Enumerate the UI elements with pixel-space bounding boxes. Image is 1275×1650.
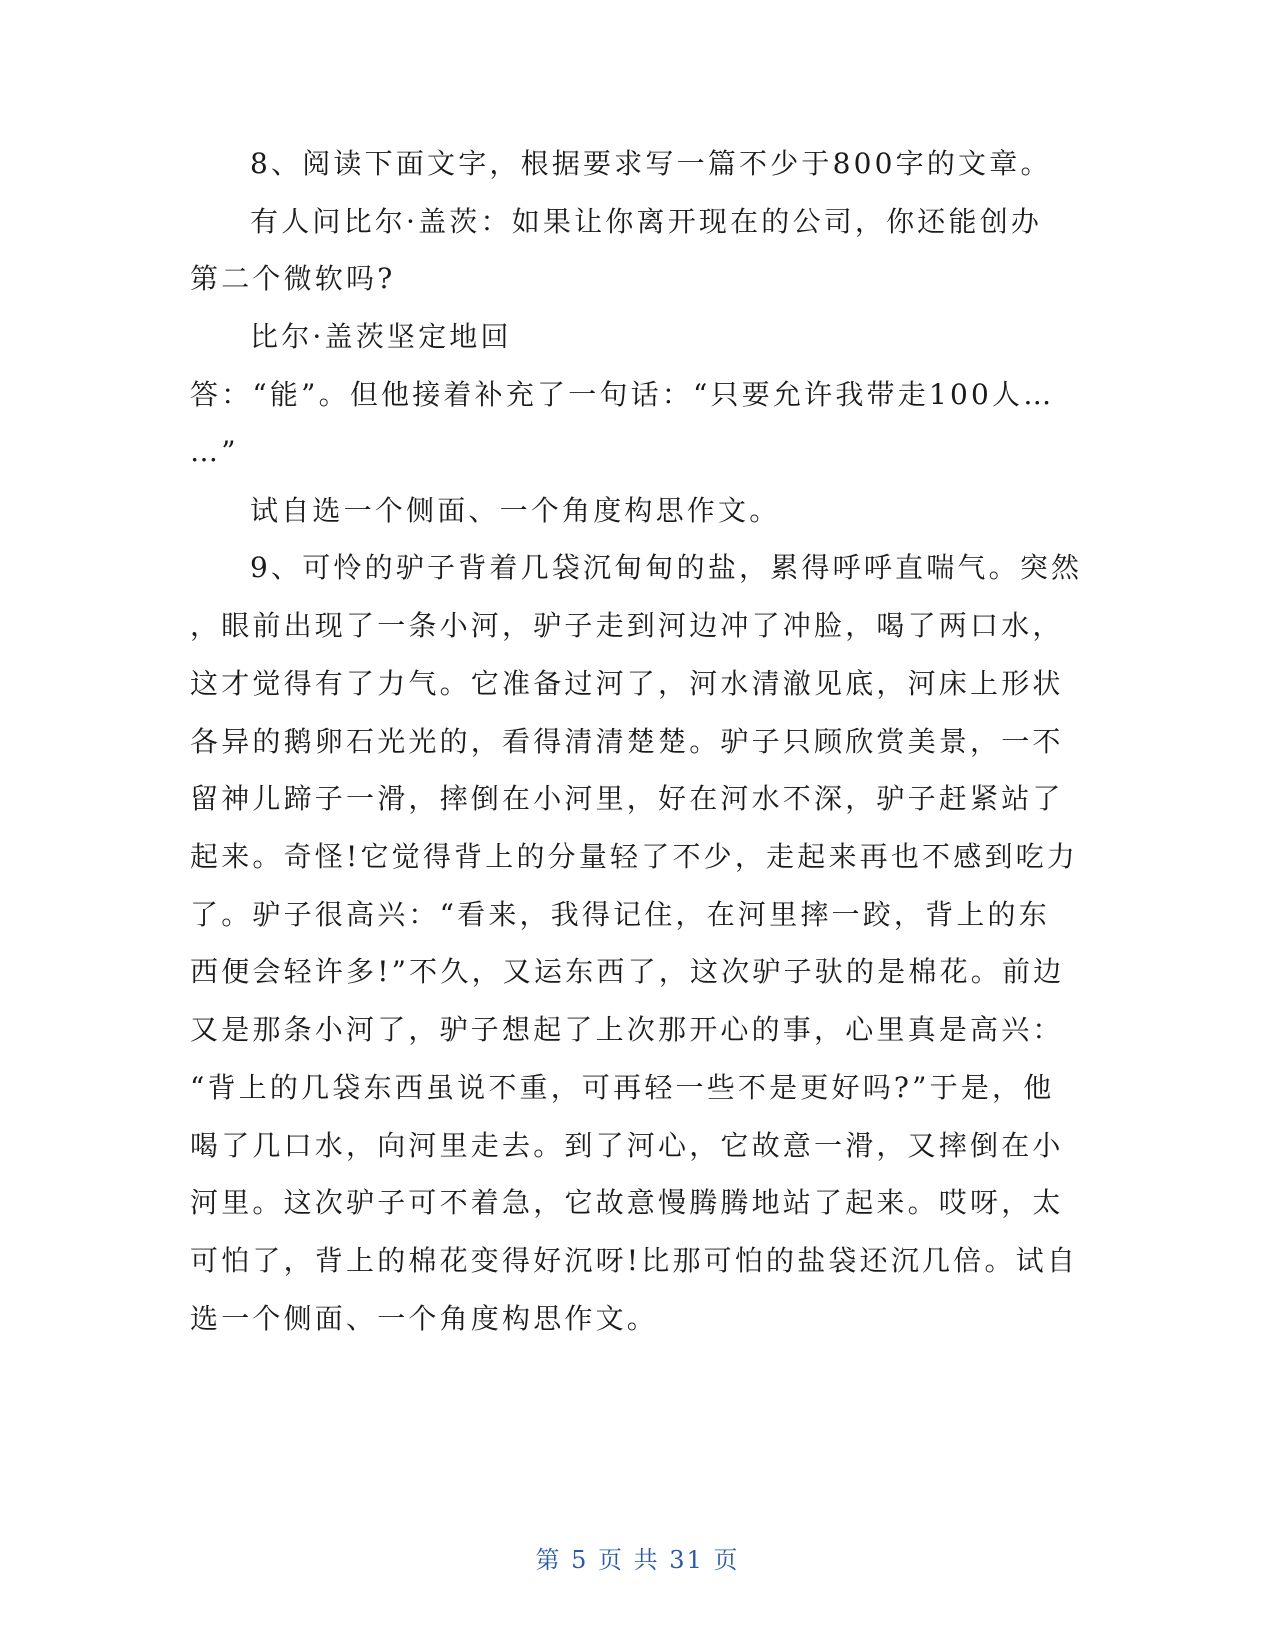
paragraph-line: 这才觉得有了力气。它准备过河了，河水清澈见底，河床上形状 bbox=[190, 667, 1064, 700]
paragraph-line-question-9: 9、可怜的驴子背着几袋沉甸甸的盐，累得呼呼直喘气。突然 bbox=[250, 551, 1083, 584]
paragraph-line: 各异的鹅卵石光光的，看得清清楚楚。驴子只顾欣赏美景，一不 bbox=[190, 725, 1064, 758]
paragraph-line: 比尔·盖茨坚定地回 bbox=[250, 320, 512, 353]
paragraph-line: 可怕了，背上的棉花变得好沉呀!比那可怕的盐袋还沉几倍。试自 bbox=[190, 1244, 1079, 1277]
paragraph-line: 留神儿蹄子一滑，摔倒在小河里，好在河水不深，驴子赶紧站了 bbox=[190, 782, 1064, 815]
paragraph-line: 河里。这次驴子可不着急，它故意慢腾腾地站了起来。哎呀，太 bbox=[190, 1186, 1064, 1219]
paragraph-line: …” bbox=[190, 435, 239, 468]
paragraph-line-question-8: 8、阅读下面文字，根据要求写一篇不少于800字的文章。 bbox=[250, 147, 1052, 180]
paragraph-line: 西便会轻许多!”不久，又运东西了，这次驴子驮的是棉花。前边 bbox=[190, 955, 1065, 988]
paragraph-line: 又是那条小河了，驴子想起了上次那开心的事，心里真是高兴： bbox=[190, 1013, 1064, 1046]
paragraph-line: 喝了几口水，向河里走去。到了河心，它故意一滑，又摔倒在小 bbox=[190, 1129, 1064, 1162]
paragraph-line: 了。驴子很高兴：“看来，我得记住，在河里摔一跤，背上的东 bbox=[190, 898, 1050, 931]
paragraph-line: 答：“能”。但他接着补充了一句话：“只要允许我带走100人… bbox=[190, 378, 1055, 411]
paragraph-line: 选一个侧面、一个角度构思作文。 bbox=[190, 1302, 659, 1335]
paragraph-line: 试自选一个侧面、一个角度构思作文。 bbox=[250, 494, 781, 527]
paragraph-line: 有人问比尔·盖茨：如果让你离开现在的公司，你还能创办 bbox=[250, 205, 1043, 238]
paragraph-line: “背上的几袋东西虽说不重，可再轻一些不是更好吗?”于是，他 bbox=[190, 1071, 1055, 1104]
paragraph-line: 第二个微软吗? bbox=[190, 262, 396, 295]
paragraph-line: ，眼前出现了一条小河，驴子走到河边冲了冲脸，喝了两口水， bbox=[190, 609, 1064, 642]
page-number-footer: 第 5 页 共 31 页 bbox=[535, 1546, 740, 1574]
paragraph-line: 起来。奇怪!它觉得背上的分量轻了不少，走起来再也不感到吃力 bbox=[190, 840, 1079, 873]
